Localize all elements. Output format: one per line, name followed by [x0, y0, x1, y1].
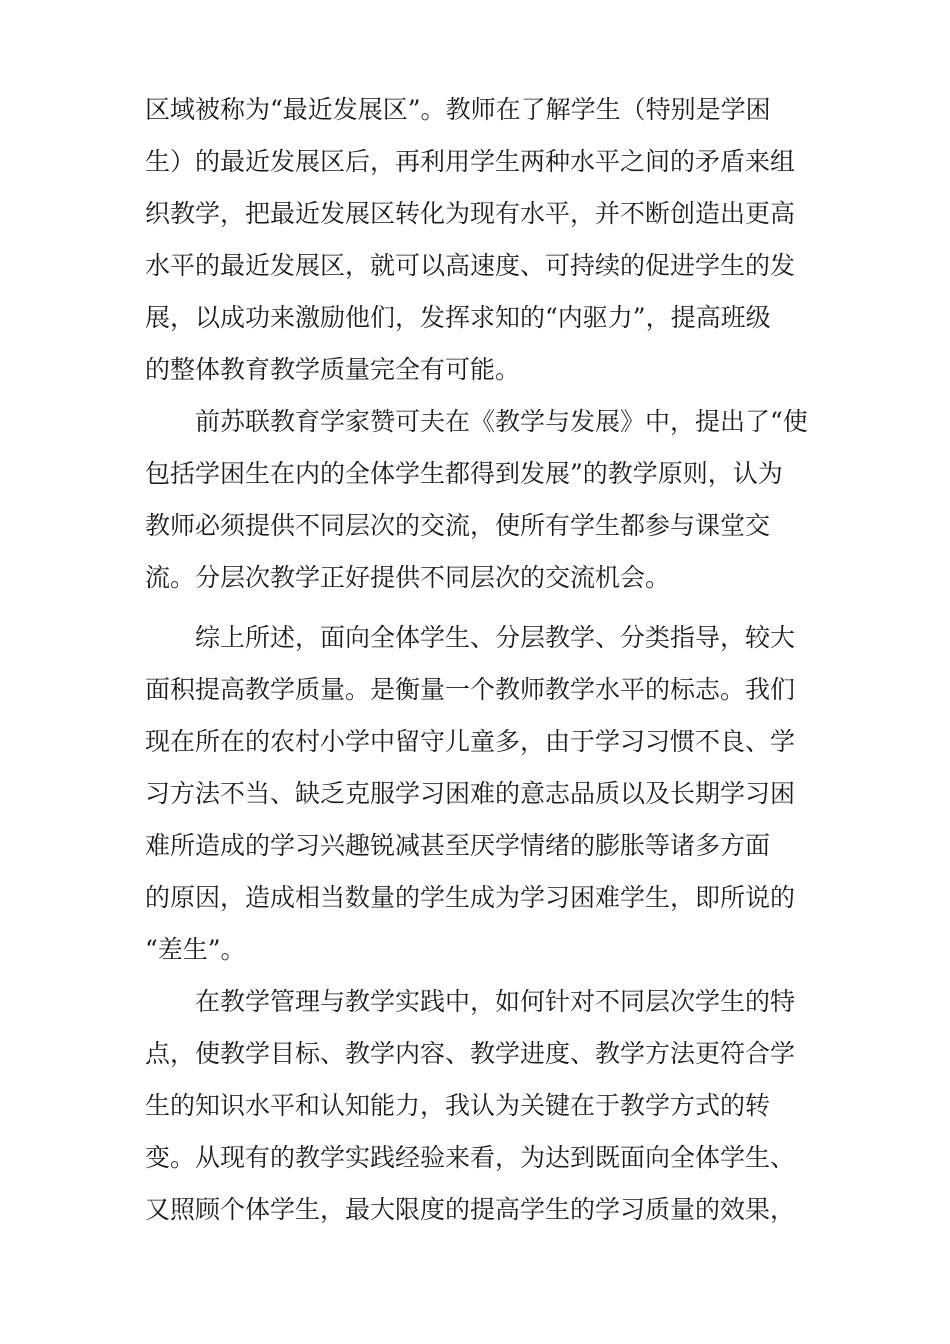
text-line: 前苏联教育学家赞可夫在《教学与发展》中，提出了“使: [195, 407, 808, 436]
text-line: 又照顾个体学生，最大限度的提高学生的学习质量的效果，: [145, 1195, 796, 1224]
text-line: 水平的最近发展区，就可以高速度、可持续的促进学生的发: [145, 251, 796, 280]
text-line: 点，使教学目标、教学内容、教学进度、教学方法更符合学: [145, 1039, 796, 1068]
text-line: 在教学管理与教学实践中，如何针对不同层次学生的特: [195, 987, 796, 1016]
text-line: 教师必须提供不同层次的交流，使所有学生都参与课堂交: [145, 511, 771, 540]
paragraph-3: [145, 612, 815, 976]
document-body: [145, 84, 815, 1236]
text-line: 展，以成功来激励他们，发挥求知的“内驱力”，提高班级: [145, 303, 771, 332]
text-line: 现在所在的农村小学中留守儿童多，由于学习习惯不良、学: [145, 727, 796, 756]
text-line: 区域被称为“最近发展区”。教师在了解学生（特别是学困: [145, 95, 771, 124]
text-line: 生）的最近发展区后，再利用学生两种水平之间的矛盾来组: [145, 147, 796, 176]
paragraph-4: [145, 976, 815, 1236]
text-line: 生的知识水平和认知能力，我认为关键在于教学方式的转: [145, 1091, 771, 1120]
text-line: 流。分层次教学正好提供不同层次的交流机会。: [145, 563, 671, 592]
paragraph-1: [145, 84, 815, 396]
text-line: 习方法不当、缺乏克服学习困难的意志品质以及长期学习困: [145, 779, 796, 808]
text-line: 变。从现有的教学实践经验来看，为达到既面向全体学生、: [145, 1143, 796, 1172]
text-line: 织教学，把最近发展区转化为现有水平，并不断创造出更高: [145, 199, 796, 228]
text-line: 的整体教育教学质量完全有可能。: [145, 355, 521, 384]
paragraph-2: [145, 396, 815, 604]
text-line: 综上所述，面向全体学生、分层教学、分类指导，较大: [195, 623, 796, 652]
text-line: 难所造成的学习兴趣锐减甚至厌学情绪的膨胀等诸多方面: [145, 831, 771, 860]
text-line: 的原因，造成相当数量的学生成为学习困难学生，即所说的: [145, 883, 796, 912]
text-line: “差生”。: [145, 935, 246, 964]
text-line: 面积提高教学质量。是衡量一个教师教学水平的标志。我们: [145, 675, 796, 704]
text-line: 包括学困生在内的全体学生都得到发展”的教学原则，认为: [145, 459, 783, 488]
